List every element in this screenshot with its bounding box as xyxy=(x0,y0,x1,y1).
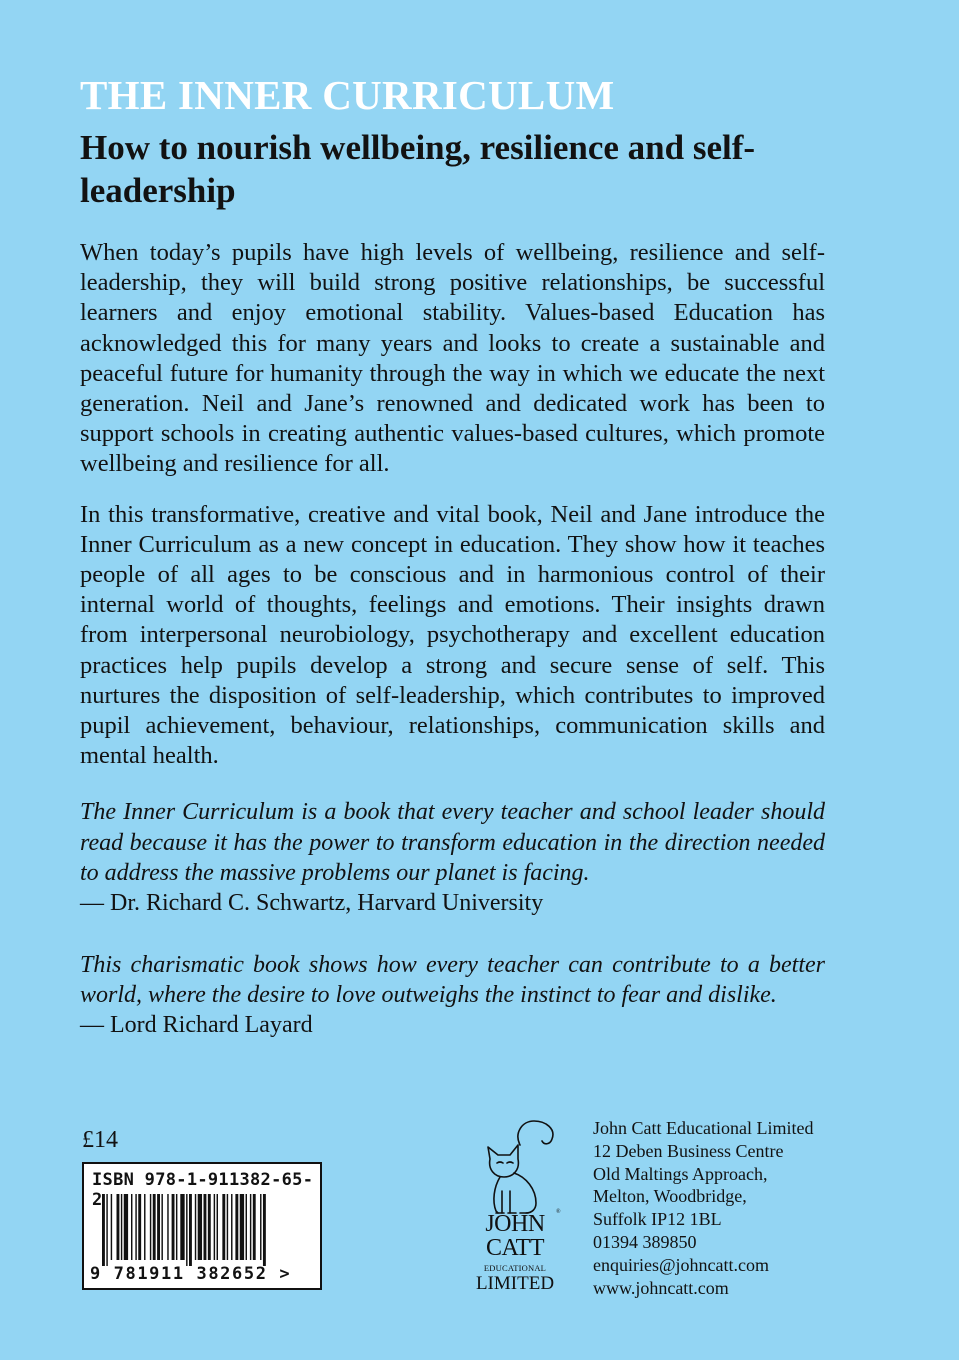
book-title: THE INNER CURRICULUM xyxy=(80,72,615,118)
endorsement-1 xyxy=(80,797,825,918)
logo-line-catt: CATT xyxy=(486,1235,544,1261)
publisher-address-line: Suffolk IP12 1BL xyxy=(593,1209,722,1230)
book-subtitle: How to nourish wellbeing, resilience and self-leadership xyxy=(80,128,756,210)
publisher-address-line: 12 Deben Business Centre xyxy=(593,1140,784,1161)
isbn-label: ISBN 978-1-911382-65-2 xyxy=(92,1170,314,1210)
back-cover-content xyxy=(80,72,825,1040)
endorsement-text: This charismatic book shows how every teacher can contribute to a better world, where the desire to love outweighs the instinct to fear and dislike. xyxy=(80,952,825,1009)
isbn-barcode xyxy=(82,1162,322,1290)
description-paragraph-1: When today’s pupils have high levels of wellbeing, resilience and self-leadership, they will build strong positive relationships, be successful learners and enjoy emotional stability. Values-based Education has acknowledged this for many years and looks to create a sustainable and peaceful future for humanity through the way in which we educate the next generation. Neil and Jane’s renowned and dedicated work has been to support schools in creating authentic values-based cultures, which promote wellbeing and resilience for all. xyxy=(80,239,825,478)
publisher-address-line: Old Maltings Approach, xyxy=(593,1163,768,1184)
endorsement-text: The Inner Curriculum is a book that every teacher and school leader should read because it has the power to transform education in the direction needed to address the massive problems our planet is facing. xyxy=(80,799,825,886)
publisher-email[interactable]: enquiries@johncatt.com xyxy=(593,1254,770,1275)
svg-text:®: ® xyxy=(556,1209,561,1215)
publisher-address xyxy=(593,1117,813,1299)
endorsement-2 xyxy=(80,950,825,1040)
publisher-address-line: Melton, Woodbridge, xyxy=(593,1186,747,1207)
barcode-digits: 9 781911 382652 > xyxy=(90,1264,292,1284)
logo-line-educational: EDUCATIONAL xyxy=(483,1263,547,1273)
publisher-website[interactable]: www.johncatt.com xyxy=(593,1277,729,1298)
price: £14 xyxy=(82,1127,118,1153)
description-paragraph-2: In this transformative, creative and vital book, Neil and Jane introduce the Inner Curriculum as a new concept in education. They show how it teaches people of all ages to be conscious and in harmonious control of their internal world of thoughts, feelings and emotions. Their insights drawn from interpersonal neurobiology, psychotherapy and excellent education practices help pupils develop a strong and secure sense of self. This nurtures the disposition of self-leadership, which contributes to improved pupil achievement, behaviour, relationships, communication skills and mental health. xyxy=(80,500,825,770)
publisher-phone: 01394 389850 xyxy=(593,1231,697,1252)
logo-line-john: JOHN xyxy=(485,1211,545,1237)
endorsement-attribution: — Lord Richard Layard xyxy=(80,1012,313,1039)
publisher-name: John Catt Educational Limited xyxy=(593,1118,814,1138)
logo-line-limited: LIMITED xyxy=(475,1273,555,1294)
endorsement-attribution: — Dr. Richard C. Schwartz, Harvard University xyxy=(80,890,544,917)
